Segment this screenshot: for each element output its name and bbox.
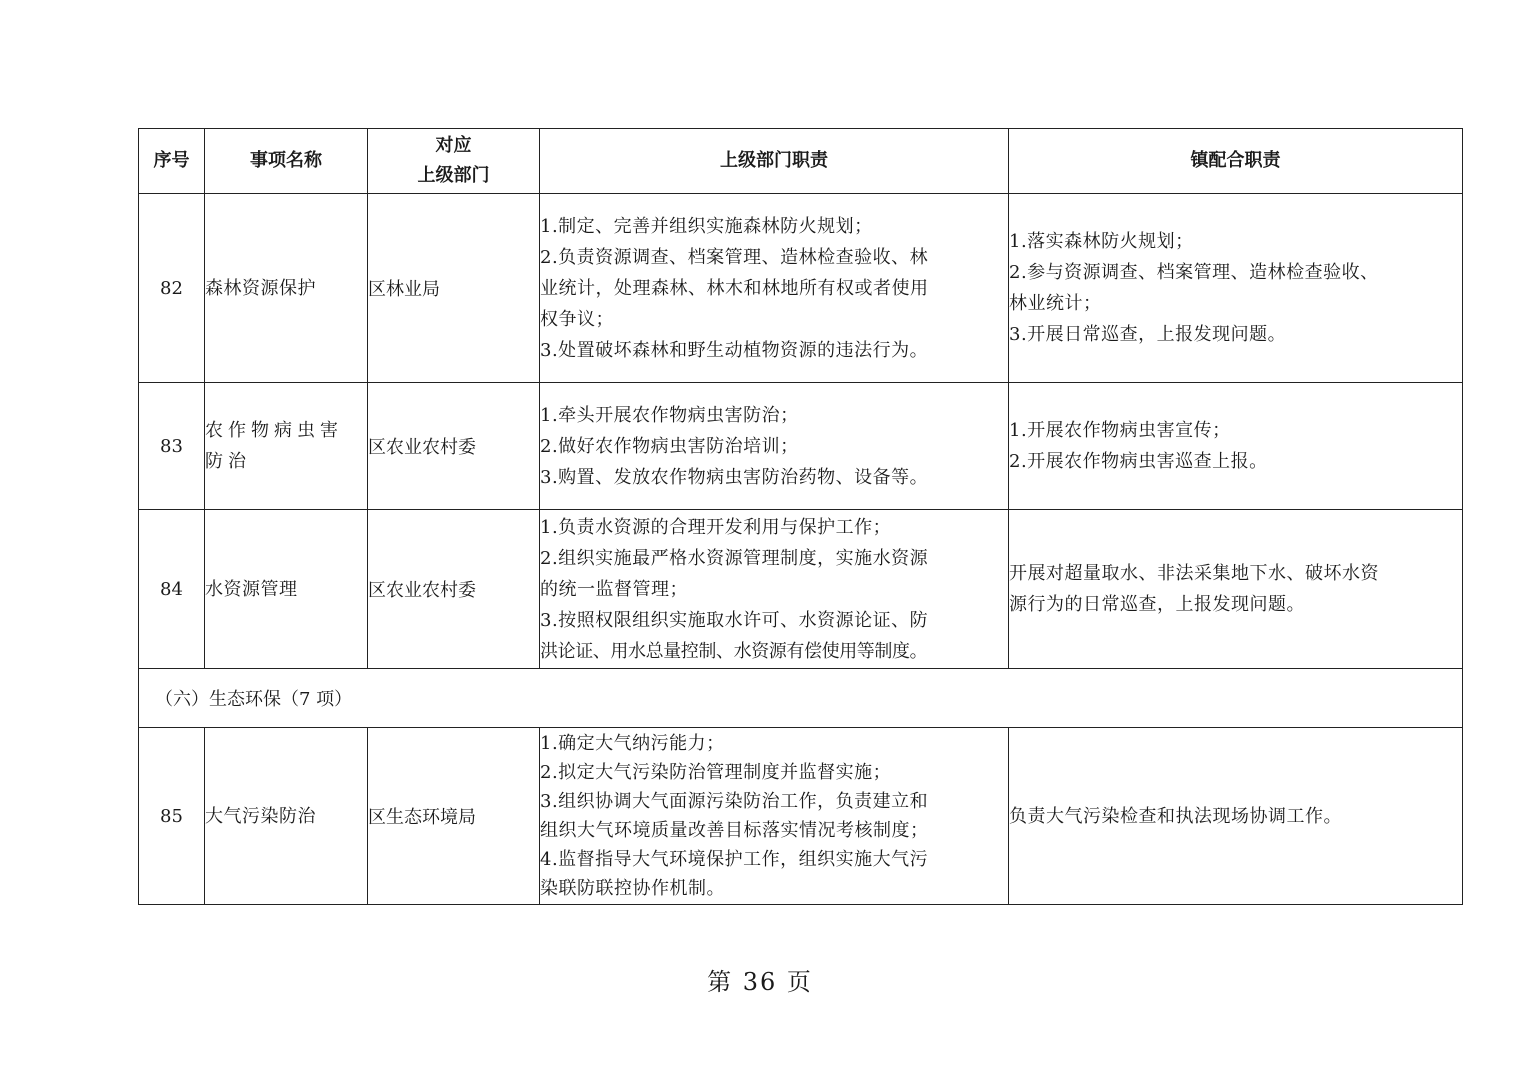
- header-upper-duties: 上级部门职责: [540, 129, 1009, 194]
- row-upper-duties: 1.确定大气纳污能力； 2.拟定大气污染防治管理制度并监督实施； 3.组织协调大气面源污染防治工作，负责建立和 组织大气环境质量改善目标落实情况考核制度； 4.监督指导大气环境保护工作，组织实施大气污 染联防联控协作机制。: [540, 728, 1009, 905]
- row-department: 区农业农村委: [368, 510, 540, 669]
- row-town-duties: 开展对超量取水、非法采集地下水、破坏水资 源行为的日常巡查，上报发现问题。: [1009, 510, 1463, 669]
- header-department: [368, 129, 540, 194]
- header-item-name: 事项名称: [205, 129, 368, 194]
- row-town-duties: 1.开展农作物病虫害宣传； 2.开展农作物病虫害巡查上报。: [1009, 383, 1463, 510]
- row-item-name: 森林资源保护: [205, 194, 368, 383]
- header-number: 序号: [139, 129, 205, 194]
- section-title: （六）生态环保（7 项）: [139, 669, 1463, 728]
- table-row: [139, 194, 1463, 383]
- table-row: [139, 510, 1463, 669]
- row-upper-duties: 1.负责水资源的合理开发利用与保护工作； 2.组织实施最严格水资源管理制度，实施水资源 的统一监督管理； 3.按照权限组织实施取水许可、水资源论证、防 洪论证、用水总量控制、水资源有偿使用等制度。: [540, 510, 1009, 669]
- row-department: 区农业农村委: [368, 383, 540, 510]
- row-number: 82: [139, 194, 205, 383]
- header-town-duties: 镇配合职责: [1009, 129, 1463, 194]
- table-row: [139, 383, 1463, 510]
- table-row: [139, 728, 1463, 905]
- row-number: 84: [139, 510, 205, 669]
- row-item-name: 农作物病虫害 防治: [205, 383, 368, 510]
- row-upper-duties: 1.制定、完善并组织实施森林防火规划； 2.负责资源调查、档案管理、造林检查验收、林 业统计，处理森林、林木和林地所有权或者使用 权争议； 3.处置破坏森林和野生动植物资源的违法行为。: [540, 194, 1009, 383]
- row-upper-duties: 1.牵头开展农作物病虫害防治； 2.做好农作物病虫害防治培训； 3.购置、发放农作物病虫害防治药物、设备等。: [540, 383, 1009, 510]
- row-town-duties: 1.落实森林防火规划； 2.参与资源调查、档案管理、造林检查验收、 林业统计； 3.开展日常巡查，上报发现问题。: [1009, 194, 1463, 383]
- table-header-row: [139, 129, 1463, 194]
- row-department: 区生态环境局: [368, 728, 540, 905]
- page-number: 第 36 页: [707, 968, 813, 996]
- section-row: [139, 669, 1463, 728]
- row-number: 83: [139, 383, 205, 510]
- duty-table: [138, 128, 1463, 905]
- row-town-duties: 负责大气污染检查和执法现场协调工作。: [1009, 728, 1463, 905]
- row-item-name: 大气污染防治: [205, 728, 368, 905]
- header-department-line2: 上级部门: [417, 165, 490, 186]
- row-number: 85: [139, 728, 205, 905]
- row-item-name: 水资源管理: [205, 510, 368, 669]
- header-department-line1: 对应: [435, 135, 472, 156]
- row-department: 区林业局: [368, 194, 540, 383]
